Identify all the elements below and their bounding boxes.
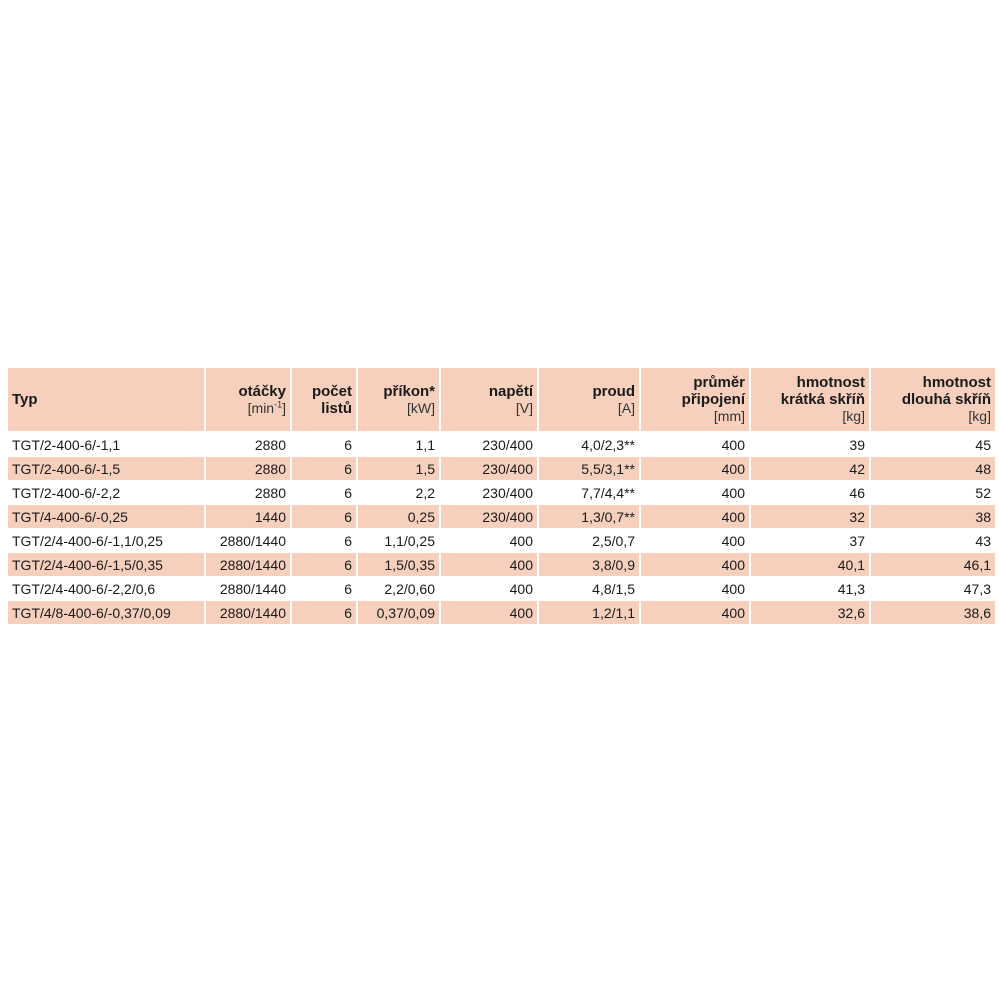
table-cell: 400 — [441, 553, 537, 577]
table-row — [8, 577, 995, 601]
table-cell: 400 — [641, 529, 749, 553]
table-cell: 40,1 — [751, 553, 869, 577]
table-cell: 37 — [751, 529, 869, 553]
table-cell: 2880/1440 — [206, 577, 290, 601]
table-row — [8, 505, 995, 529]
table-cell: TGT/4-400-6/-0,25 — [8, 505, 204, 529]
header-unit: $[\min^{-1}]$ — [247, 398, 286, 416]
table-cell: 2,2/0,60 — [358, 577, 439, 601]
table-cell: 6 — [292, 601, 356, 625]
table-cell: TGT/4/8-400-6/-0,37/0,09 — [8, 601, 204, 625]
table-cell: 46 — [751, 481, 869, 505]
table-cell: 38 — [871, 505, 995, 529]
header-prikon: příkon* [kW] — [358, 368, 439, 431]
table-cell: 400 — [641, 457, 749, 481]
header-napeti: napětí [V] — [441, 368, 537, 431]
table-cell: 7,7/4,4** — [539, 481, 639, 505]
spec-table — [6, 368, 997, 625]
table-cell: 400 — [641, 601, 749, 625]
table-cell: 6 — [292, 577, 356, 601]
table-cell: 4,0/2,3** — [539, 433, 639, 457]
table-cell: 52 — [871, 481, 995, 505]
table-cell: 4,8/1,5 — [539, 577, 639, 601]
table-cell: 42 — [751, 457, 869, 481]
table-cell: 46,1 — [871, 553, 995, 577]
table-cell: 400 — [641, 481, 749, 505]
table-cell: 43 — [871, 529, 995, 553]
table-cell: TGT/2-400-6/-1,5 — [8, 457, 204, 481]
table-cell: 48 — [871, 457, 995, 481]
table-cell: 6 — [292, 457, 356, 481]
table-cell: TGT/2-400-6/-1,1 — [8, 433, 204, 457]
table-cell: 2880/1440 — [206, 529, 290, 553]
table-cell: 1440 — [206, 505, 290, 529]
table-row — [8, 601, 995, 625]
table-cell: 38,6 — [871, 601, 995, 625]
header-typ: Typ — [8, 368, 204, 431]
table-cell: 32 — [751, 505, 869, 529]
table-cell: 230/400 — [441, 433, 537, 457]
table-cell: 400 — [441, 577, 537, 601]
table-cell: 2880 — [206, 433, 290, 457]
header-pocet-listu: počet listů — [292, 368, 356, 431]
table-cell: TGT/2/4-400-6/-2,2/0,6 — [8, 577, 204, 601]
table-cell: 2880/1440 — [206, 601, 290, 625]
table-cell: 6 — [292, 553, 356, 577]
table-cell: 400 — [641, 433, 749, 457]
table-cell: 0,25 — [358, 505, 439, 529]
table-cell: 32,6 — [751, 601, 869, 625]
table-cell: 6 — [292, 505, 356, 529]
header-row — [8, 368, 995, 431]
header-proud: proud [A] — [539, 368, 639, 431]
table-cell: 1,5/0,35 — [358, 553, 439, 577]
table-row — [8, 553, 995, 577]
table-cell: 6 — [292, 529, 356, 553]
table-cell: 6 — [292, 481, 356, 505]
table-cell: 2880 — [206, 457, 290, 481]
table-row — [8, 457, 995, 481]
table-row — [8, 529, 995, 553]
header-otacky: otáčky $[\min^{-1}]$ — [206, 368, 290, 431]
table-cell: 1,5 — [358, 457, 439, 481]
table-cell: 400 — [641, 577, 749, 601]
table-cell: 45 — [871, 433, 995, 457]
table-cell: 2,5/0,7 — [539, 529, 639, 553]
table-cell: 1,2/1,1 — [539, 601, 639, 625]
table-cell: 2,2 — [358, 481, 439, 505]
table-cell: 2880/1440 — [206, 553, 290, 577]
table-row — [8, 481, 995, 505]
header-hmotnost-kratka: hmotnost krátká skříň [kg] — [751, 368, 869, 431]
table-body — [8, 433, 995, 625]
table-cell: 230/400 — [441, 457, 537, 481]
table-cell: 6 — [292, 433, 356, 457]
table-cell: 3,8/0,9 — [539, 553, 639, 577]
table-cell: 230/400 — [441, 505, 537, 529]
table-cell: 2880 — [206, 481, 290, 505]
table-cell: 39 — [751, 433, 869, 457]
table-cell: 1,1 — [358, 433, 439, 457]
table-cell: 1,1/0,25 — [358, 529, 439, 553]
table-cell: 0,37/0,09 — [358, 601, 439, 625]
table-row — [8, 433, 995, 457]
table-cell: 47,3 — [871, 577, 995, 601]
table-cell: 230/400 — [441, 481, 537, 505]
header-hmotnost-dlouha: hmotnost dlouhá skříň [kg] — [871, 368, 995, 431]
table-cell: 41,3 — [751, 577, 869, 601]
table-cell: 400 — [641, 505, 749, 529]
table-cell: 400 — [441, 601, 537, 625]
header-prumer-pripojeni: průměr připojení [mm] — [641, 368, 749, 431]
table-cell: 5,5/3,1** — [539, 457, 639, 481]
table-cell: 400 — [641, 553, 749, 577]
table-cell: 1,3/0,7** — [539, 505, 639, 529]
table-cell: TGT/2/4-400-6/-1,5/0,35 — [8, 553, 204, 577]
table-cell: 400 — [441, 529, 537, 553]
table-cell: TGT/2/4-400-6/-1,1/0,25 — [8, 529, 204, 553]
table-cell: TGT/2-400-6/-2,2 — [8, 481, 204, 505]
